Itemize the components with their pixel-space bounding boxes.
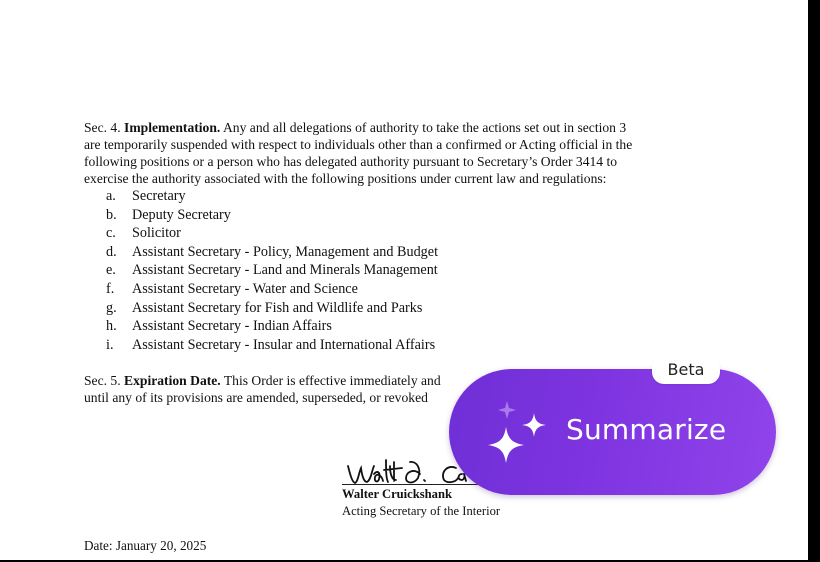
list-item-text: Assistant Secretary for Fish and Wildlife and Parks [132,299,423,316]
list-item-letter: h. [106,318,117,335]
list-item-text: Assistant Secretary - Indian Affairs [132,318,332,335]
section-4-line-4: exercise the authority associated with the following positions under current law and regulations: [84,171,607,186]
positions-list [84,187,694,354]
sparkles-icon [479,397,557,471]
summarize-button[interactable] [449,369,776,495]
section-5-heading: Expiration Date. [124,373,221,388]
list-item-text: Deputy Secretary [132,206,231,223]
section-4-paragraph [84,119,694,187]
beta-badge: Beta [652,355,720,384]
list-item [106,317,694,336]
list-item-text: Assistant Secretary - Insular and International Affairs [132,336,436,353]
signer-title: Acting Secretary of the Interior [342,504,501,518]
list-item-text: Solicitor [132,225,181,242]
list-item-letter: c. [106,225,116,242]
list-item-text: Secretary [132,188,186,204]
summarize-label: Summarize [566,413,727,446]
list-item [106,206,694,225]
section-5-line-2: until any of its provisions are amended, superseded, or revoked [84,390,428,405]
section-5-line-1: This Order is effective immediately and [223,373,441,388]
list-item-letter: d. [106,243,117,260]
section-4-heading: Implementation. [124,120,221,135]
signer-block [342,486,500,520]
list-item [106,187,694,206]
section-4-line-3: following positions or a person who has delegated authority pursuant to Secretary’s Order 3414 to [84,154,618,169]
list-item [106,299,694,318]
list-item-letter: i. [106,336,114,353]
list-item-letter: b. [106,206,117,223]
list-item [106,243,694,262]
section-5-prefix: Sec. 5. [84,373,121,388]
signer-name: Walter Cruickshank [342,487,452,501]
list-item-letter: e. [106,262,116,279]
list-item [106,224,694,243]
list-item [106,261,694,280]
section-4-prefix: Sec. 4. [84,120,121,135]
section-4-line-2: are temporarily suspended with respect to individuals other than a confirmed or Acting official in the [84,137,633,152]
signature-line [342,484,492,485]
list-item [106,280,694,299]
list-item-letter: g. [106,299,117,316]
document-date: Date: January 20, 2025 [84,538,207,553]
list-item-text: Assistant Secretary - Water and Science [132,280,358,297]
section-4 [84,119,694,354]
list-item-letter: f. [106,280,115,297]
list-item-text: Assistant Secretary - Policy, Management and Budget [132,243,439,260]
list-item-text: Assistant Secretary - Land and Minerals Management [132,262,438,279]
list-item [106,336,694,355]
section-4-line-1: Any and all delegations of authority to take the actions set out in section 3 [222,120,627,135]
list-item-letter: a. [106,188,116,204]
